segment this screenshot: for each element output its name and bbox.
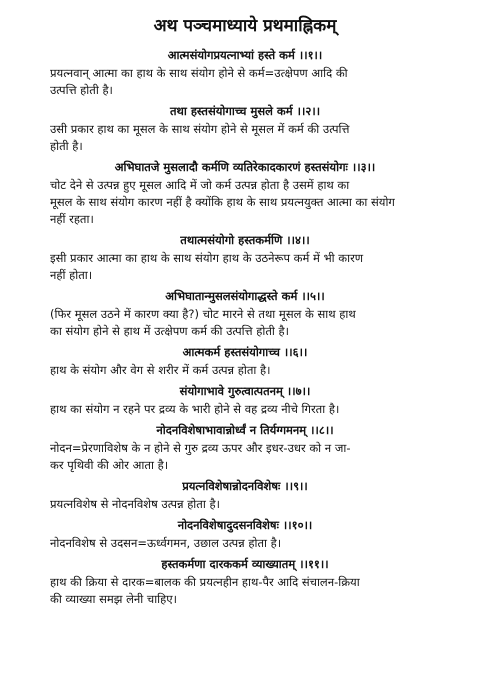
sutra-heading: अभिघातान्मुसलसंयोगाद्धस्ते कर्म ।।५।।: [165, 289, 325, 303]
sutra-heading: नोदनविशेषाभावान्नोर्ध्वं न तिर्यग्गमनम् ।।८।।: [156, 423, 334, 437]
commentary-line: कर पृथिवी की ओर आता है।: [50, 458, 169, 472]
sutra-list: [28, 48, 462, 608]
sutra-heading: आत्मसंयोगप्रयत्नाभ्यां हस्ते कर्म ।।१।।: [167, 48, 323, 62]
commentary-paragraph: [28, 496, 462, 513]
commentary-paragraph: [28, 121, 462, 155]
commentary-paragraph: [28, 535, 462, 552]
commentary-paragraph: [28, 65, 462, 99]
commentary-paragraph: [28, 306, 462, 340]
page-title: अथ पञ्चमाध्याये प्रथमाह्निकम्: [153, 16, 337, 36]
commentary-line: चोट देने से उत्पन्न हुए मूसल आदि में जो कर्म उत्पन्न होता है उसमें हाथ का: [50, 178, 350, 192]
commentary-line: प्रयत्नविशेष से नोदनविशेष उत्पन्न होता है।: [50, 497, 220, 511]
commentary-line: नहीं होता।: [50, 268, 93, 282]
commentary-line: नोदनविशेष से उदसन=ऊर्ध्वगमन, उछाल उत्पन्न होता है।: [50, 536, 282, 550]
commentary-line: हाथ की क्रिया से दारक=बालक की प्रयत्नहीन हाथ-पैर आदि संचालन-क्रिया: [50, 575, 360, 589]
commentary-line: होती है।: [50, 139, 83, 153]
sutra-heading: आत्मकर्म हस्तसंयोगाच्च ।।६।।: [182, 345, 308, 359]
commentary-line: (फिर मूसल उठने में कारण क्या है?) चोट मारने से तथा मूसल के साथ हाथ: [50, 307, 356, 321]
commentary-line: की व्याख्या समझ लेनी चाहिए।: [50, 592, 177, 606]
sutra-heading: तथात्मसंयोगो हस्तकर्मणि ।।४।।: [180, 233, 310, 247]
commentary-paragraph: [28, 362, 462, 379]
commentary-line: हाथ के संयोग और वेग से शरीर में कर्म उत्पन्न होता है।: [50, 363, 271, 377]
commentary-paragraph: [28, 177, 462, 228]
commentary-line: उसी प्रकार हाथ का मूसल के साथ संयोग होने से मूसल में कर्म की उत्पत्ति: [50, 122, 350, 136]
commentary-line: हाथ का संयोग न रहने पर द्रव्य के भारी होने से वह द्रव्य नीचे गिरता है।: [50, 402, 340, 416]
sutra-heading: हस्तकर्मणा दारककर्म व्याख्यातम् ।।११।।: [161, 557, 329, 571]
sutra-heading: प्रयत्नविशेषान्नोदनविशेषः ।।९।।: [182, 479, 308, 493]
commentary-line: उत्पत्ति होती है।: [50, 83, 113, 97]
commentary-paragraph: [28, 250, 462, 284]
sutra-heading: अभिघातजे मुसलादौ कर्मणि व्यतिरेकादकारणं हस्तसंयोगः ।।३।।: [114, 160, 376, 174]
commentary-line: का संयोग होने से हाथ में उत्क्षेपण कर्म की उत्पत्ति होती है।: [50, 324, 289, 338]
sutra-heading: संयोगाभावे गुरुत्वात्पतनम् ।।७।।: [179, 384, 311, 398]
commentary-line: प्रयत्नवान् आत्मा का हाथ के साथ संयोग होने से कर्म=उत्क्षेपण आदि की: [50, 66, 348, 80]
sutra-heading: तथा हस्तसंयोगाच्च मुसले कर्म ।।२।।: [169, 104, 321, 118]
commentary-paragraph: [28, 401, 462, 418]
sutra-heading: नोदनविशेषादुदसनविशेषः ।।१०।।: [177, 518, 313, 532]
commentary-line: नहीं रहता।: [50, 212, 94, 226]
commentary-line: मूसल के साथ संयोग कारण नहीं है क्योंकि हाथ के साथ प्रयत्नयुक्त आत्मा का संयोग: [50, 195, 395, 209]
commentary-line: इसी प्रकार आत्मा का हाथ के साथ संयोग हाथ के उठनेरूप कर्म में भी कारण: [50, 251, 364, 265]
commentary-paragraph: [28, 440, 462, 474]
commentary-line: नोदन=प्रेरणाविशेष के न होने से गुरु द्रव्य ऊपर और इधर-उधर को न जा-: [50, 441, 351, 455]
commentary-paragraph: [28, 574, 462, 608]
